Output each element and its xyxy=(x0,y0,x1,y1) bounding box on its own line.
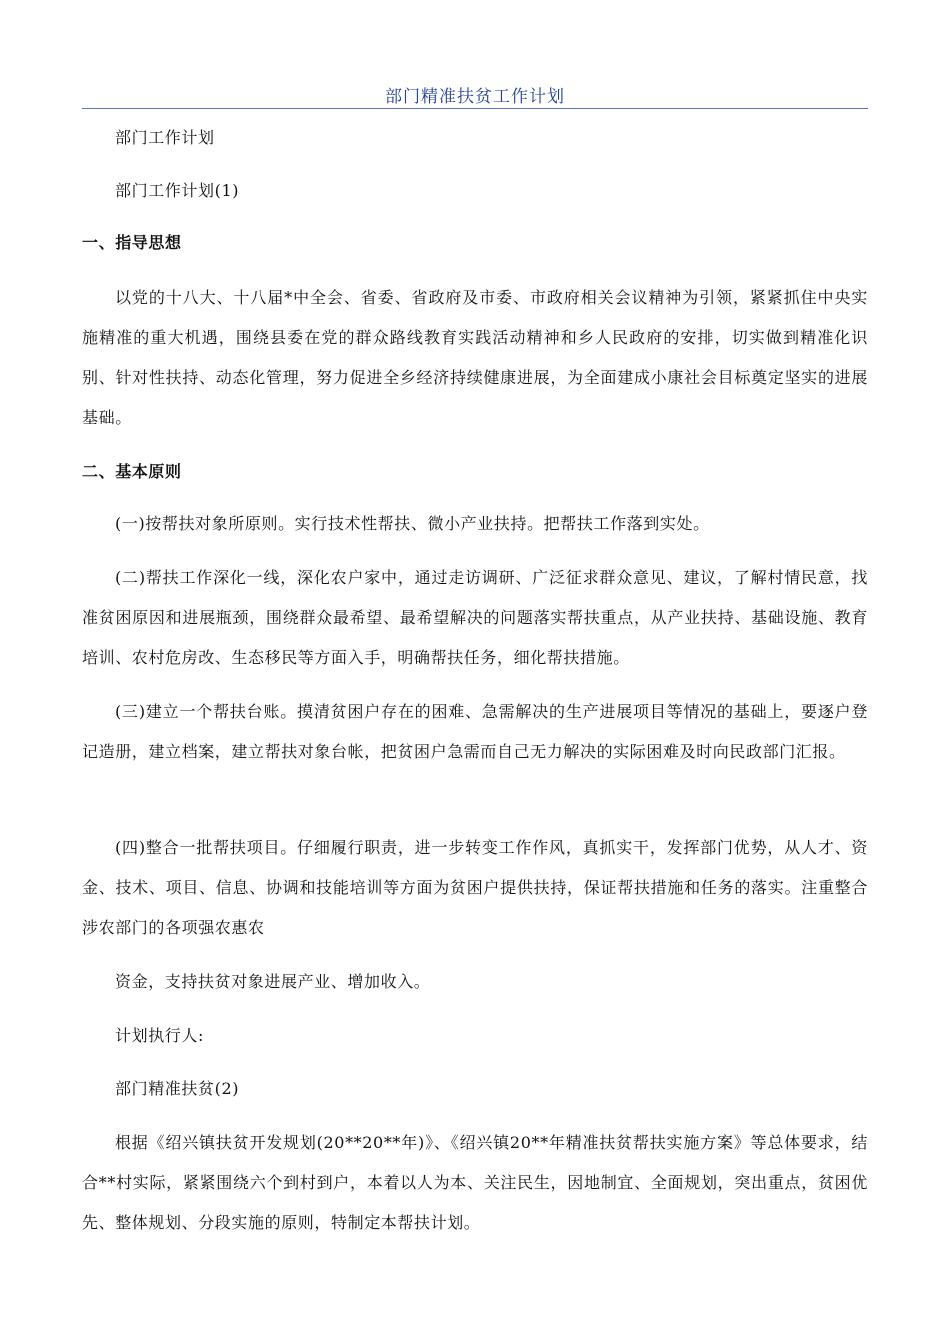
paragraph: 部门工作计划(1) xyxy=(115,181,240,200)
paragraph: 部门工作计划 xyxy=(115,128,215,147)
paragraph: (四)整合一批帮扶项目。仔细履行职责，进一步转变工作作风，真抓实干，发挥部门优势，从人才、资金、技术、项目、信息、协调和技能培训等方面为贫困户提供扶持，保证帮扶措施和任务的落实。注重整合涉农部门的各项强农惠农 xyxy=(82,838,868,937)
header-title: 部门精准扶贫工作计划 xyxy=(385,87,565,107)
paragraph: 根据《绍兴镇扶贫开发规划(20**20**年)》、《绍兴镇20**年精准扶贫帮扶实施方案》等总体要求，结合**村实际，紧紧围绕六个到村到户，本着以人为本、关注民生，因地制宜、全面规划，突出重点，贫困优先、整体规划、分段实施的原则，特制定本帮扶计划。 xyxy=(82,1133,868,1232)
paragraph: 资金，支持扶贫对象进展产业、增加收入。 xyxy=(115,972,431,991)
header-divider xyxy=(82,108,868,109)
paragraph: (一)按帮扶对象所原则。实行技术性帮扶、微小产业扶持。把帮扶工作落到实处。 xyxy=(115,514,710,533)
section-heading: 二、基本原则 xyxy=(82,462,182,481)
section-heading: 一、指导思想 xyxy=(82,233,182,252)
paragraph: (三)建立一个帮扶台账。摸清贫困户存在的困难、急需解决的生产进展项目等情况的基础上，要逐户登记造册，建立档案，建立帮扶对象台帐，把贫困户急需而自己无力解决的实际困难及时向民政部门汇报。 xyxy=(82,702,868,761)
paragraph: 计划执行人: xyxy=(115,1026,204,1045)
paragraph: 以党的十八大、十八届*中全会、省委、省政府及市委、市政府相关会议精神为引领，紧紧抓住中央实施精准的重大机遇，围绕县委在党的群众路线教育实践活动精神和乡人民政府的安排，切实做到精准化识别、针对性扶持、动态化管理，努力促进全乡经济持续健康进展，为全面建成小康社会目标奠定坚实的进展基础。 xyxy=(82,288,868,427)
paragraph: (二)帮扶工作深化一线，深化农户家中，通过走访调研、广泛征求群众意见、建议，了解村情民意，找准贫困原因和进展瓶颈，围绕群众最希望、最希望解决的问题落实帮扶重点，从产业扶持、基础设施、教育培训、农村危房改、生态移民等方面入手，明确帮扶任务，细化帮扶措施。 xyxy=(82,568,868,667)
paragraph: 部门精准扶贫(2) xyxy=(115,1079,240,1098)
